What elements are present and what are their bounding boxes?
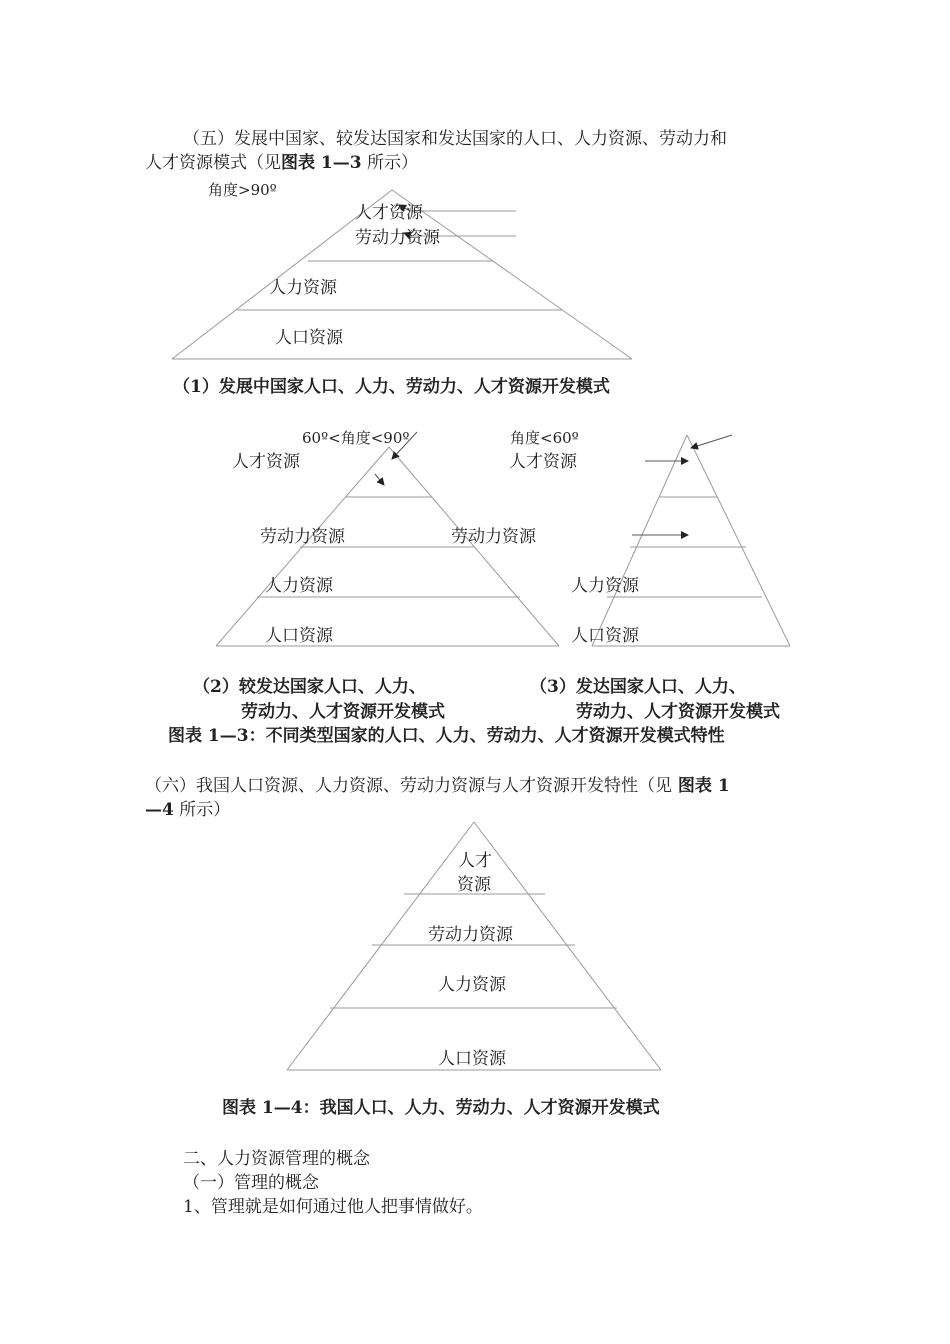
diagram2-caption-line1: （2）较发达国家人口、人力、 [193,677,426,697]
diagram3-angle-label: 角度<60º [510,429,579,447]
section6-line2 [145,799,230,821]
diagram2-angle-label: 60º<角度<90º [302,429,410,447]
section-two-heading: 二、人力资源管理的概念 [183,1149,370,1169]
diagram1-talent-label: 人才资源 [355,203,423,223]
figure-ref-1-3: 图表 1—3 [281,153,362,173]
diagram4-labor-label: 劳动力资源 [428,925,513,945]
diagram4-human-label: 人力资源 [438,975,506,995]
figure-ref-1-4-part2: —4 [145,800,174,820]
section-two-subheading: （一）管理的概念 [183,1173,319,1193]
diagram3-population-label: 人口资源 [571,626,639,646]
section5-line2-suffix: 所示） [361,153,418,173]
diagram2-labor-left-label: 劳动力资源 [260,527,345,547]
section5-line2-prefix: 人才资源模式（见 [145,153,281,173]
diagram1-labor-label: 劳动力资源 [355,228,440,248]
figure-1-4-caption: 图表 1—4：我国人口、人力、劳动力、人才资源开发模式 [222,1098,660,1118]
section5-line1: （五）发展中国家、较发达国家和发达国家的人口、人力资源、劳动力和 [183,129,727,149]
diagram2-labor-right-label: 劳动力资源 [451,527,536,547]
diagram4-talent-label-line1: 人才 [458,851,492,871]
section6-line1-prefix: （六）我国人口资源、人力资源、劳动力资源与人才资源开发特性（见 [145,776,672,796]
diagram2-human-label: 人力资源 [265,576,333,596]
section6-line1 [145,775,730,797]
diagram3-talent-label: 人才资源 [509,452,577,472]
section-two-item1: 1、管理就是如何通过他人把事情做好。 [183,1197,483,1217]
diagram3-human-label: 人力资源 [571,576,639,596]
diagram1-angle-label: 角度>90º [208,181,277,199]
diagram2-caption-line2: 劳动力、人才资源开发模式 [241,702,445,722]
diagram4-population-label: 人口资源 [438,1049,506,1069]
diagram3-pyramid [592,435,790,646]
diagram2-population-label: 人口资源 [265,626,333,646]
diagram4-talent-label-line2: 资源 [457,875,491,895]
diagram1-caption: （1）发展中国家人口、人力、劳动力、人才资源开发模式 [173,377,610,397]
section6-line2-suffix: 所示） [173,800,231,820]
diagram1-population-label: 人口资源 [275,328,343,348]
diagram1-human-label: 人力资源 [269,278,337,298]
diagram2-talent-label: 人才资源 [232,452,300,472]
figure-1-3-caption: 图表 1—3：不同类型国家的人口、人力、劳动力、人才资源开发模式特性 [168,726,725,746]
figure-ref-1-4-part1: 图表 1 [672,776,730,796]
diagram3-caption-line2: 劳动力、人才资源开发模式 [576,702,780,722]
diagram3-caption-line1: （3）发达国家人口、人力、 [530,677,746,697]
